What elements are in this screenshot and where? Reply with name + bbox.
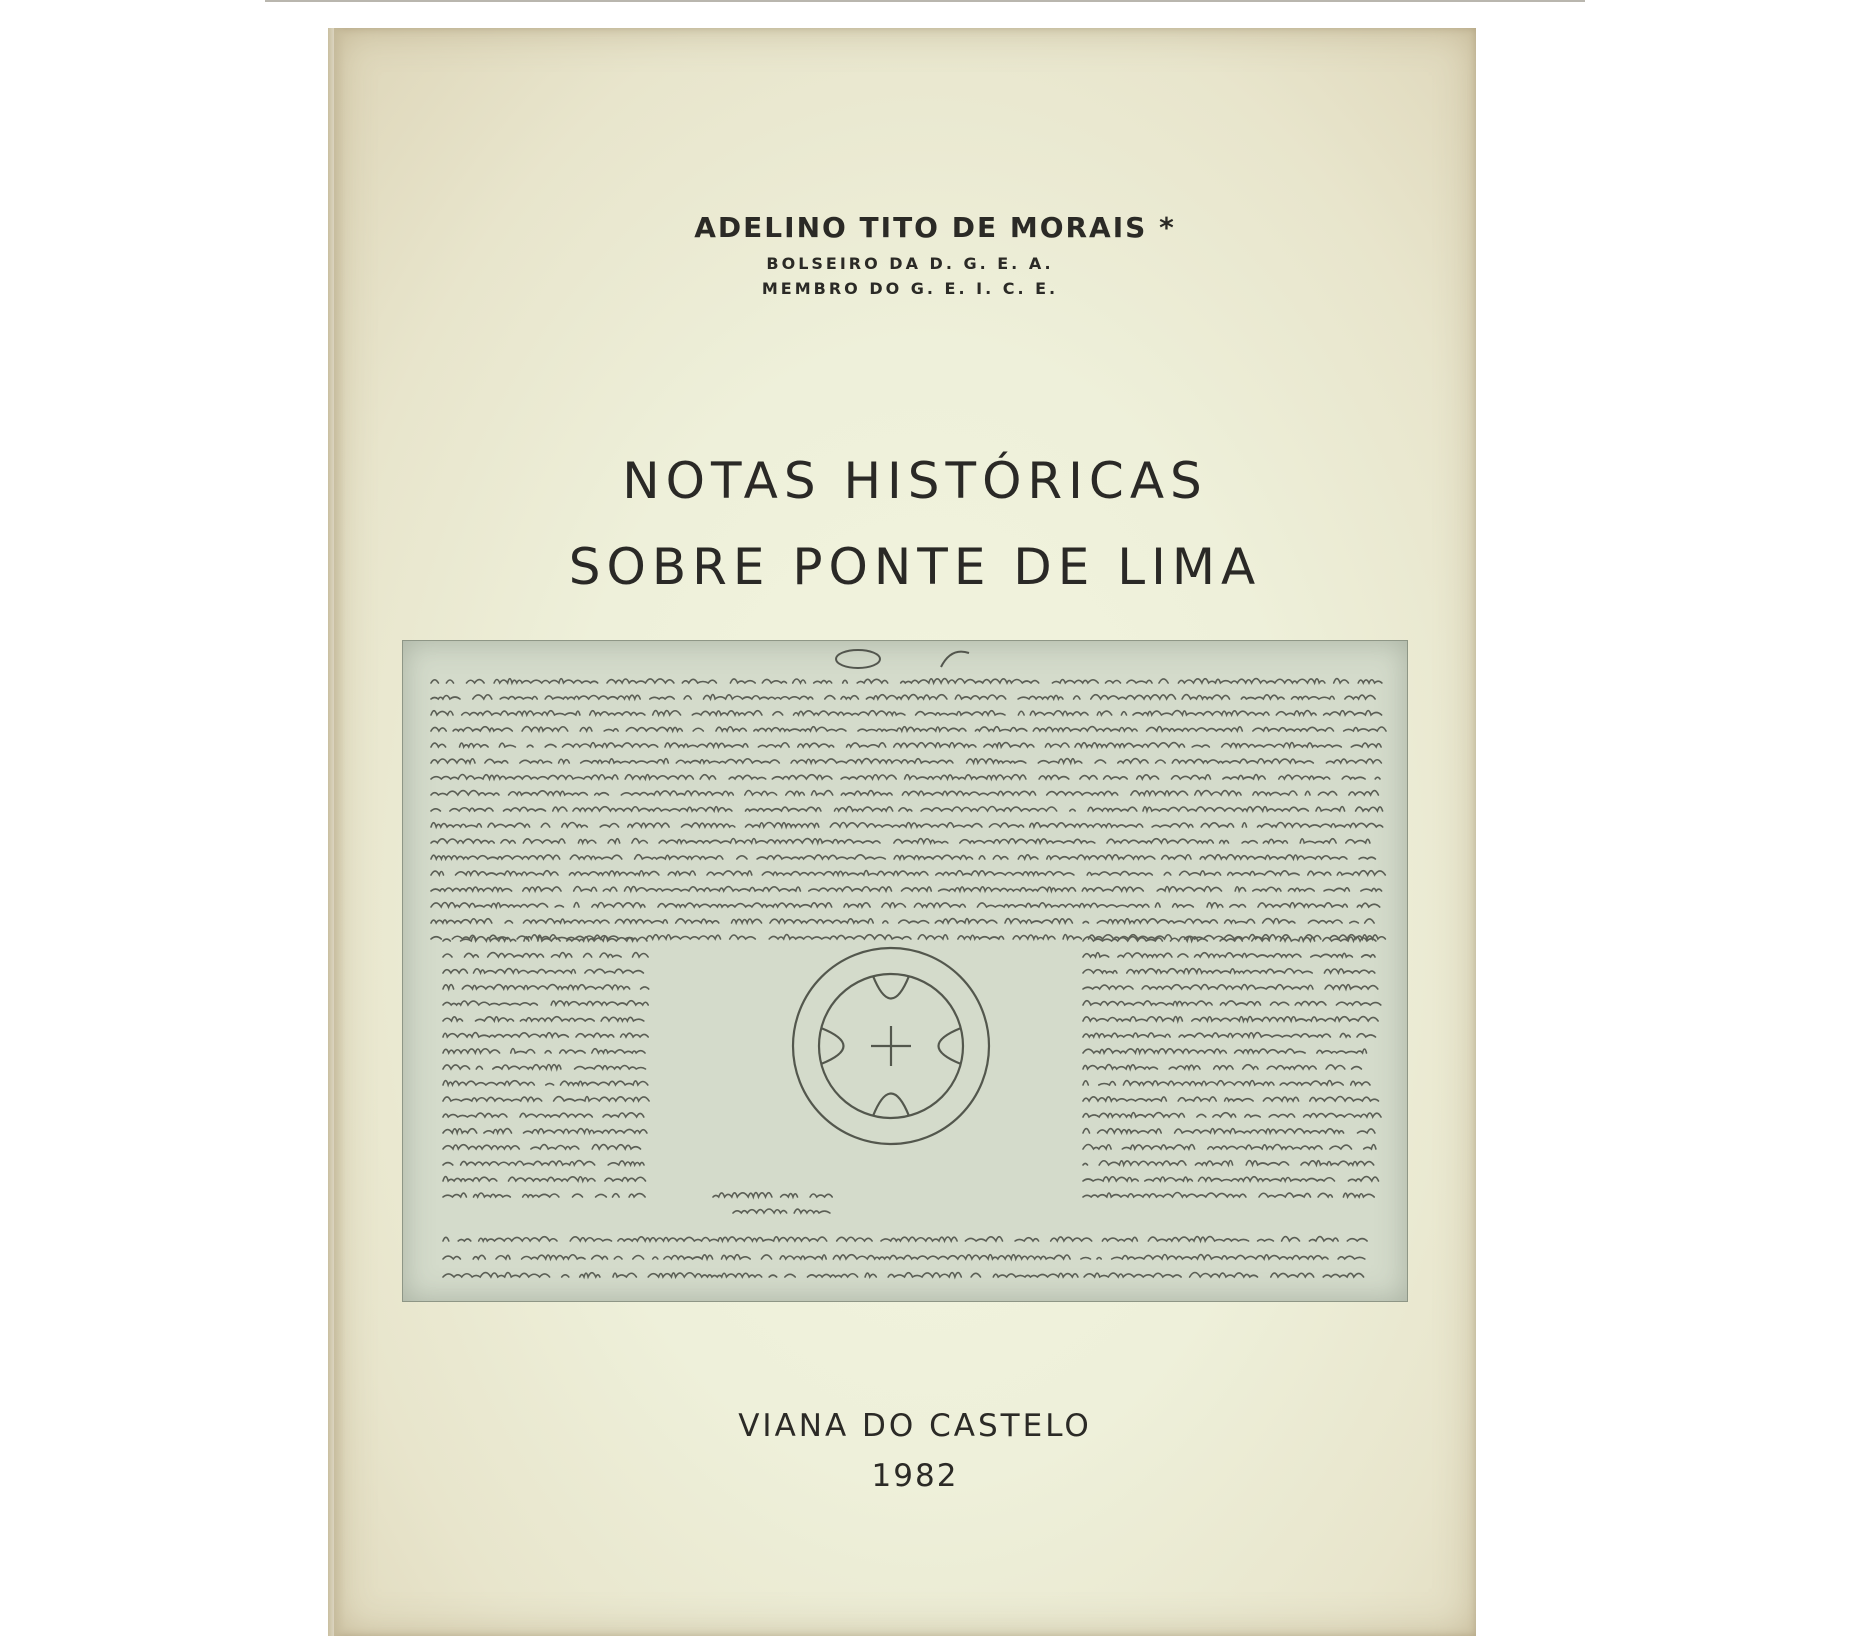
manuscript-line bbox=[443, 1237, 1367, 1241]
affiliation-2: MEMBRO DO G. E. I. C. E. bbox=[761, 279, 1059, 298]
manuscript-line bbox=[431, 887, 1382, 891]
manuscript-line bbox=[431, 839, 1379, 844]
manuscript-line bbox=[443, 1017, 644, 1021]
manuscript-line bbox=[431, 919, 1385, 924]
manuscript-line bbox=[431, 759, 1381, 763]
manuscript-line bbox=[1083, 1161, 1374, 1166]
manuscript-line bbox=[443, 1273, 1364, 1278]
manuscript-line bbox=[431, 711, 1382, 715]
manuscript-line bbox=[431, 871, 1385, 875]
manuscript-line bbox=[1083, 1081, 1378, 1085]
manuscript-line bbox=[1083, 1193, 1374, 1198]
author-name: ADELINO TITO DE MORAIS * bbox=[694, 211, 1176, 244]
manuscript-line bbox=[443, 1081, 648, 1085]
manuscript-line bbox=[443, 985, 649, 989]
manuscript-line bbox=[443, 1033, 648, 1037]
manuscript-line bbox=[1083, 1017, 1378, 1021]
publication-place: VIANA DO CASTELO bbox=[738, 1408, 1092, 1444]
book-cover bbox=[334, 28, 1476, 1636]
seal-top-icon bbox=[836, 650, 969, 668]
manuscript-line bbox=[1083, 953, 1375, 957]
manuscript-line bbox=[1083, 1097, 1379, 1102]
manuscript-line bbox=[443, 969, 651, 973]
seal-rota-icon bbox=[793, 948, 989, 1144]
manuscript-line bbox=[1083, 1113, 1381, 1117]
manuscript-line bbox=[443, 1161, 644, 1165]
manuscript-line bbox=[713, 1193, 844, 1197]
manuscript-line bbox=[443, 1193, 645, 1197]
manuscript-line bbox=[431, 775, 1380, 780]
manuscript-line bbox=[431, 791, 1378, 796]
manuscript-line bbox=[431, 903, 1380, 908]
manuscript-line bbox=[1083, 1177, 1379, 1181]
manuscript-line bbox=[443, 1113, 644, 1117]
manuscript-line bbox=[443, 1129, 647, 1133]
manuscript-line bbox=[431, 743, 1381, 747]
imprint-block bbox=[334, 1408, 1476, 1494]
manuscript-line bbox=[431, 727, 1386, 731]
manuscript-line bbox=[1083, 1033, 1390, 1037]
manuscript-line bbox=[443, 1065, 646, 1070]
manuscript-line bbox=[1083, 985, 1378, 989]
manuscript-line bbox=[733, 1209, 830, 1213]
manuscript-line bbox=[443, 1049, 645, 1054]
manuscript-line bbox=[1083, 1001, 1381, 1005]
top-divider bbox=[265, 0, 1585, 2]
manuscript-line bbox=[431, 855, 1386, 859]
affiliation-1: BOLSEIRO DA D. G. E. A. bbox=[766, 254, 1054, 273]
manuscript-line bbox=[443, 1001, 648, 1005]
manuscript-line bbox=[1083, 1145, 1376, 1150]
manuscript-line bbox=[431, 695, 1387, 699]
manuscript-drawing bbox=[403, 641, 1407, 1301]
title-line-1: NOTAS HISTÓRICAS bbox=[622, 452, 1208, 510]
manuscript-line bbox=[443, 953, 648, 957]
manuscript-line bbox=[443, 1255, 1365, 1260]
manuscript-line bbox=[431, 823, 1396, 828]
manuscript-facsimile-image bbox=[402, 640, 1408, 1302]
manuscript-line bbox=[431, 807, 1383, 812]
manuscript-line bbox=[1083, 1129, 1375, 1133]
manuscript-line bbox=[443, 1177, 646, 1181]
manuscript-line bbox=[431, 679, 1392, 683]
publication-year: 1982 bbox=[871, 1458, 959, 1494]
manuscript-line bbox=[443, 1097, 649, 1101]
manuscript-line bbox=[1083, 969, 1375, 973]
manuscript-line bbox=[1083, 1049, 1378, 1053]
title-line-2: SOBRE PONTE DE LIMA bbox=[568, 538, 1262, 596]
author-block bbox=[334, 211, 1476, 298]
manuscript-line bbox=[443, 1145, 652, 1149]
title-block bbox=[334, 438, 1476, 610]
manuscript-line bbox=[1083, 1065, 1373, 1069]
